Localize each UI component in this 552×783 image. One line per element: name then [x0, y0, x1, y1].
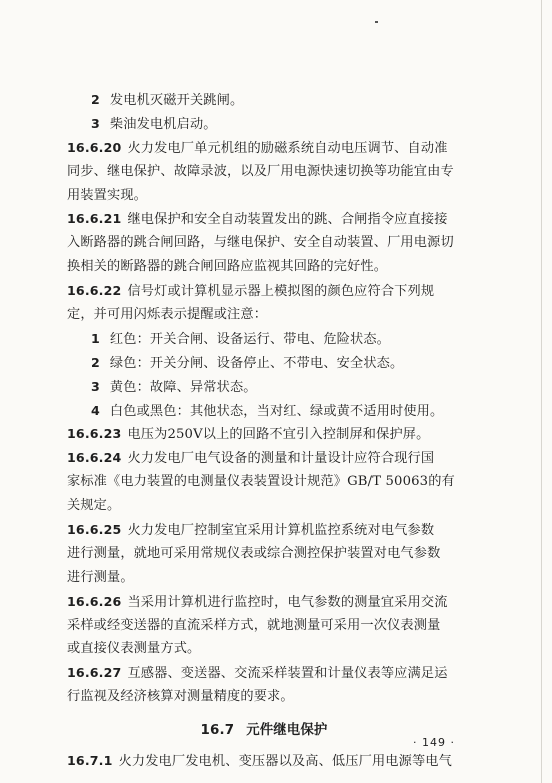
- clause-number: 16.6.21: [67, 211, 122, 227]
- page-content: [67, 88, 461, 773]
- clause-16-6-23: 16.6.23 电压为250V以上的回路不宜引入控制屏和保护屏。: [67, 426, 430, 443]
- scan-speck: [375, 21, 378, 23]
- list-item: 2 绿色：开关分闸、设备停止、不带电、安全状态。: [91, 354, 404, 371]
- clause-number: 16.6.22: [67, 283, 122, 299]
- page-edge-line: [541, 0, 542, 783]
- list-item: 4 白色或黑色：其他状态，当对红、绿或黄不适用时使用。: [91, 402, 444, 419]
- clause-number: 16.6.25: [67, 522, 122, 538]
- clause-16-7-1: 16.7.1 火力发电厂发电机、变压器以及高、低压厂用电源等电气: [67, 753, 452, 770]
- clause-16-6-21: 16.6.21 继电保护和安全自动装置发出的跳、合闸指令应直接接 入断路器的跳合闸回路，与继电保护、安全自动装置、厂用电源切 换相关的断路器的跳合闸回路应监视其回路的完好性。: [67, 211, 454, 275]
- list-item: 2 发电机灭磁开关跳闸。: [91, 92, 244, 108]
- clause-16-6-25: 16.6.25 火力发电厂控制室宜采用计算机监控系统对电气参数 进行测量，就地可采用常规仪表或综合测控保护装置对电气参数 进行测量。: [67, 522, 441, 585]
- list-item: 1 红色：开关合闸、设备运行、带电、危险状态。: [91, 330, 391, 347]
- clause-number: 16.6.27: [67, 665, 122, 681]
- clause-16-6-27: 16.6.27 互感器、变送器、交流采样装置和计量仪表等应满足运 行监视及经济核算对测量精度的要求。: [67, 665, 448, 705]
- clause-number: 16.6.26: [67, 593, 122, 609]
- clause-16-6-22: 16.6.22 信号灯或计算机显示器上模拟图的颜色应符合下列规 定，并可用闪烁表示提醒或注意：: [67, 283, 435, 323]
- clause-number: 16.6.23: [67, 426, 122, 442]
- clause-number: 16.6.24: [67, 450, 122, 466]
- list-item: 3 黄色：故障、异常状态。: [91, 378, 257, 395]
- page-number: · 149 ·: [413, 736, 455, 749]
- clause-number: 16.7.1: [67, 753, 113, 769]
- clause-number: 16.6.20: [67, 139, 122, 155]
- list-item: 3 柴油发电机启动。: [91, 115, 217, 132]
- clause-16-6-24: 16.6.24 火力发电厂电气设备的测量和计量设计应符合现行国 家标准《电力装置的电测量仪表装置设计规范》GB/T 50063的有 关规定。: [67, 450, 455, 514]
- clause-16-6-20: 16.6.20 火力发电厂单元机组的励磁系统自动电压调节、自动准 同步、继电保护、故障录波，以及厂用电源快速切换等功能宜由专 用装置实现。: [67, 139, 454, 203]
- clause-16-6-26: 16.6.26 当采用计算机进行监控时，电气参数的测量宜采用交流 采样或经变送器的直流采样方式，就地测量可采用一次仪表测量 或直接仪表测量方式。: [67, 593, 448, 657]
- section-heading: 16.7 元件继电保护: [200, 723, 328, 739]
